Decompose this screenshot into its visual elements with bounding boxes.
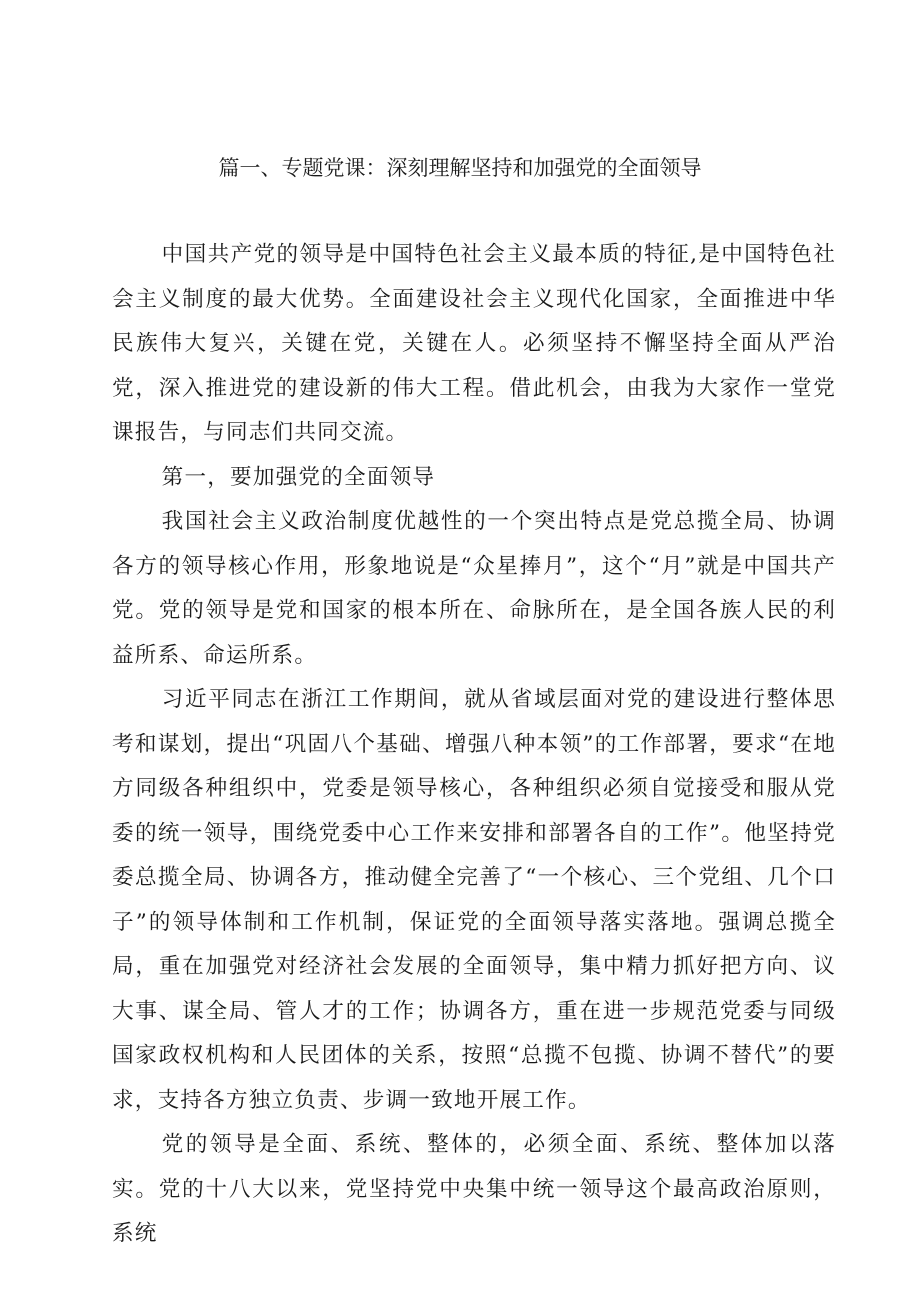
paragraph-political-system: 我国社会主义政治制度优越性的一个突出特点是党总揽全局、协调各方的领导核心作用，形象地说是“众星捧月”，这个“月”就是中国共产党。党的领导是党和国家的根本所在、命脉所在，是全国各族人民的利益所系、命运所系。 [112,509,836,668]
paragraph-intro: 中国共产党的领导是中国特色社会主义最本质的特征,是中国特色社会主义制度的最大优势。全面建设社会主义现代化国家，全面推进中华民族伟大复兴，关键在党，关键在人。必须坚持不懈坚持全面从严治党，深入推进党的建设新的伟大工程。借此机会，由我为大家作一堂党课报告，与同志们共同交流。 [112,242,836,445]
document-body [112,233,836,1257]
paragraph-zhejiang-work: 习近平同志在浙江工作期间，就从省域层面对党的建设进行整体思考和谋划，提出“巩固八个基础、增强八种本领”的工作部署，要求“在地方同级各种组织中，党委是领导核心，各种组织必须自觉接受和服从党委的统一领导，围绕党委中心工作来安排和部署各自的工作”。他坚持党委总揽全局、协调各方，推动健全完善了“一个核心、三个党组、几个口子”的领导体制和工作机制，保证党的全面领导落实落地。强调总揽全局，重在加强党对经济社会发展的全面领导，集中精力抓好把方向、议大事、谋全局、管人才的工作；协调各方，重在进一步规范党委与同级国家政权机构和人民团体的关系，按照“总揽不包揽、协调不替代”的要求，支持各方独立负责、步调一致地开展工作。 [112,687,836,1113]
section-heading-first: 第一，要加强党的全面领导 [161,464,436,490]
document-title: 篇一、专题党课：深刻理解坚持和加强党的全面领导 [218,156,702,180]
paragraph-comprehensive-leadership: 党的领导是全面、系统、整体的，必须全面、系统、整体加以落实。党的十八大以来，党坚持党中央集中统一领导这个最高政治原则，系统 [112,1132,836,1246]
